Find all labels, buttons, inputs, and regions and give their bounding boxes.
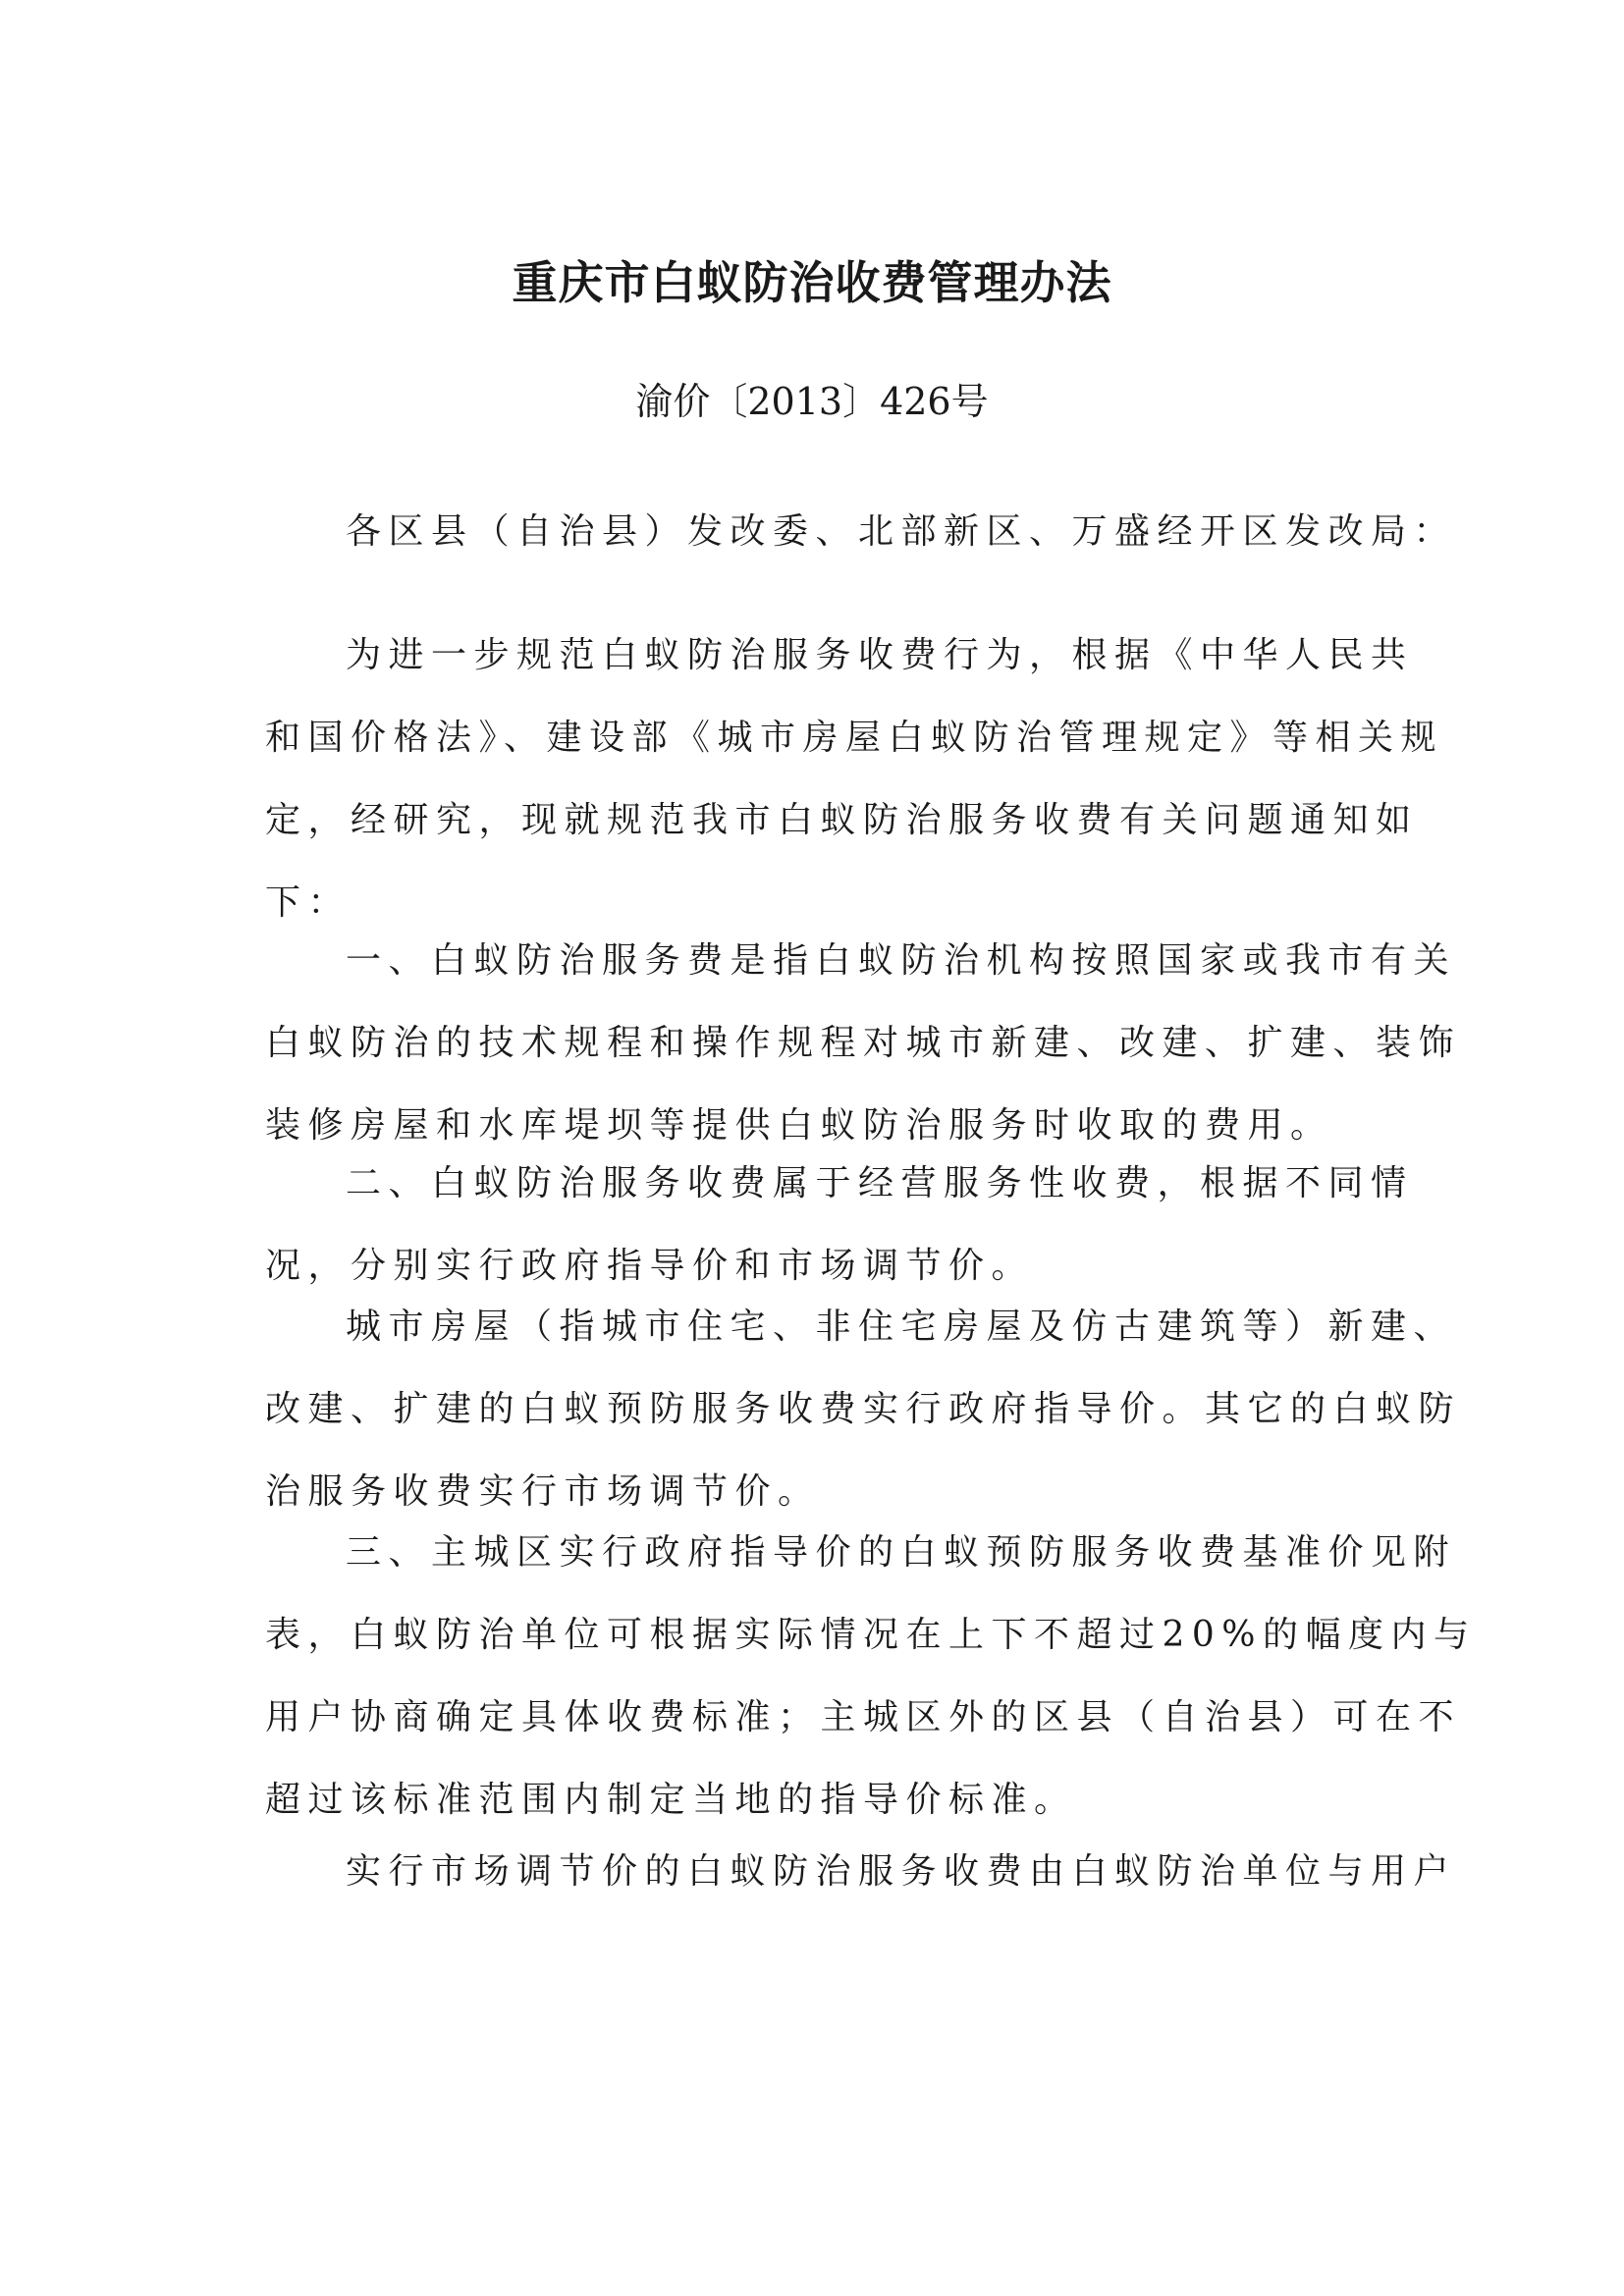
paragraph-line: 城市房屋（指城市住宅、非住宅房屋及仿古建筑等）新建、	[346, 1307, 1457, 1347]
paragraph-line: 装修房屋和水库堤坝等提供白蚁防治服务时收取的费用。	[265, 1105, 1333, 1146]
paragraph-line: 改建、扩建的白蚁预防服务收费实行政府指导价。其它的白蚁防	[265, 1389, 1462, 1429]
document-title: 重庆市白蚁防治收费管理办法	[512, 256, 1112, 309]
paragraph-1	[265, 614, 1444, 944]
paragraph-3	[265, 1143, 1414, 1308]
paragraph-line: 定，经研究，现就规范我市白蚁防治服务收费有关问题通知如	[265, 800, 1419, 840]
paragraph-line: 三、主城区实行政府指导价的白蚁预防服务收费基准价见附	[346, 1532, 1457, 1573]
paragraph-line: 一、白蚁防治服务费是指白蚁防治机构按照国家或我市有关	[346, 940, 1457, 981]
paragraph-2	[265, 920, 1462, 1167]
paragraph-line: 白蚁防治的技术规程和操作规程对城市新建、改建、扩建、装饰	[265, 1023, 1462, 1063]
paragraph-line: 和国价格法》、建设部《城市房屋白蚁防治管理规定》等相关规	[265, 718, 1444, 758]
salutation-line: 各区县（自治县）发改委、北部新区、万盛经开区发改局：	[346, 511, 1457, 552]
paragraph-4	[265, 1286, 1462, 1533]
paragraph-5	[265, 1512, 1477, 1842]
paragraph-line: 治服务收费实行市场调节价。	[265, 1471, 821, 1512]
paragraph-line: 下：	[265, 882, 352, 923]
paragraph-line: 用户协商确定具体收费标准；主城区外的区县（自治县）可在不	[265, 1697, 1462, 1737]
paragraph-line: 况，分别实行政府指导价和市场调节价。	[265, 1246, 1035, 1286]
paragraph-line: 为进一步规范白蚁防治服务收费行为，根据《中华人民共	[346, 635, 1414, 675]
salutation-block	[265, 491, 1457, 573]
paragraph-line: 二、白蚁防治服务收费属于经营服务性收费，根据不同情	[346, 1163, 1414, 1203]
document-number: 渝价〔2013〕426号	[635, 380, 989, 423]
paragraph-line: 超过该标准范围内制定当地的指导价标准。	[265, 1780, 1077, 1820]
paragraph-line: 表，白蚁防治单位可根据实际情况在上下不超过20%的幅度内与	[265, 1615, 1477, 1655]
paragraph-line: 实行市场调节价的白蚁防治服务收费由白蚁防治单位与用户	[346, 1851, 1457, 1892]
paragraph-6	[265, 1831, 1457, 1913]
